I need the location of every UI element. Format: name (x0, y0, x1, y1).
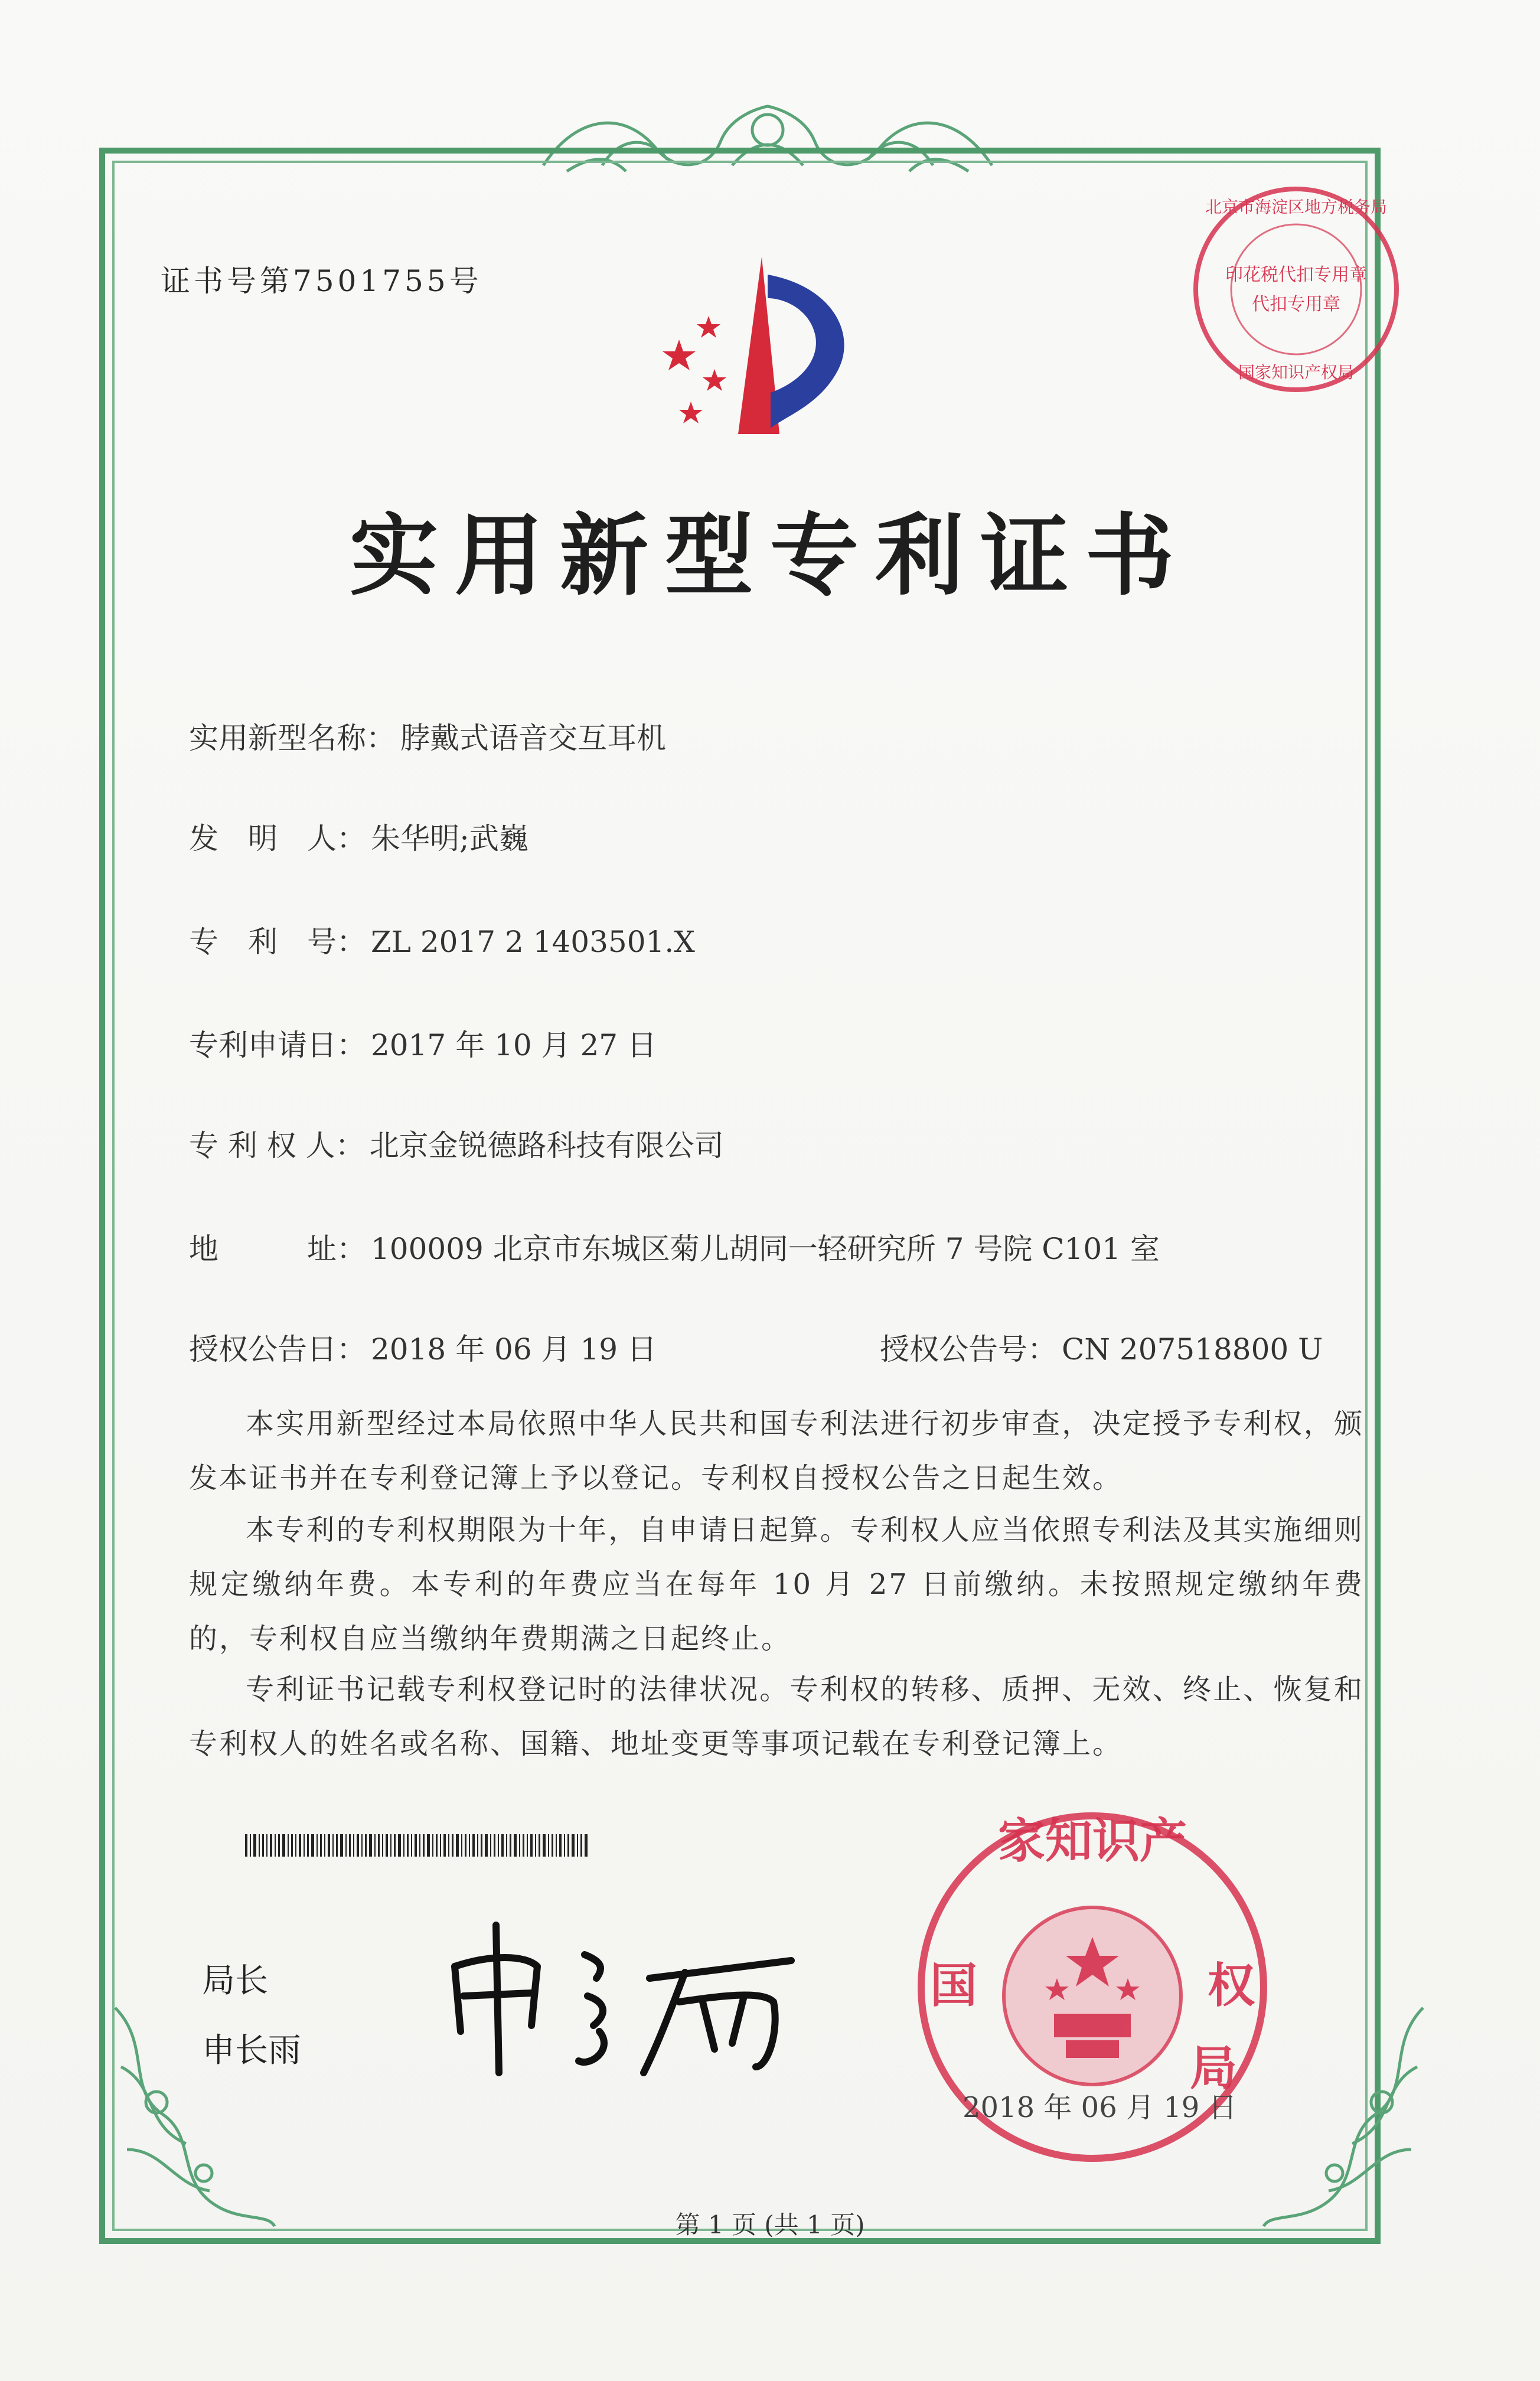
patent-number-value: ZL 2017 2 1403501.X (371, 925, 695, 959)
barcode (245, 1834, 588, 1857)
inventor-label: 发 明 人： (189, 821, 366, 856)
address-value: 100009 北京市东城区菊儿胡同一轻研究所 7 号院 C101 室 (371, 1232, 1160, 1266)
grant-number-label: 授权公告号： (880, 1332, 1057, 1366)
grant-date-row (189, 1326, 657, 1368)
director-signature (437, 1913, 803, 2090)
address-row (189, 1225, 1160, 1268)
page-indicator: 第 1 页 (共 1 页) (675, 2210, 865, 2239)
svg-text:权: 权 (1208, 1958, 1255, 2013)
svg-text:代扣专用章: 代扣专用章 (1252, 294, 1340, 315)
seal-date: 2018 年 06 月 19 日 (962, 2091, 1237, 2124)
grant-date-label: 授权公告日： (189, 1332, 366, 1366)
svg-text:局: 局 (1190, 2041, 1237, 2096)
paragraph-3: 专利证书记载专利权登记时的法律状况。专利权的转移、质押、无效、终止、恢复和专利权人的姓名或名称、国籍、地址变更等事项记载在专利登记簿上。 (189, 1673, 1364, 1760)
svg-text:家知识产: 家知识产 (998, 1814, 1187, 1868)
certificate-number: 证书号第7501755号 (161, 264, 482, 298)
patent-number-row (189, 918, 695, 961)
address-label: 地 址： (189, 1232, 366, 1266)
patent-owner-row (189, 1122, 724, 1165)
svg-text:北京市海淀区地方税务局: 北京市海淀区地方税务局 (1205, 197, 1388, 217)
page-title: 实用新型专利证书 (349, 504, 1190, 608)
utility-model-name-label: 实用新型名称： (189, 721, 396, 755)
patent-owner-label: 专 利 权 人： (189, 1128, 365, 1163)
svg-text:印花税代扣专用章: 印花税代扣专用章 (1225, 265, 1367, 285)
cnipa-emblem (644, 251, 880, 452)
grant-number-row (880, 1326, 1323, 1368)
tax-seal (1184, 177, 1408, 402)
inventor-row (189, 815, 528, 857)
inventor-value: 朱华明;武巍 (371, 821, 528, 856)
corner-ornament-right (1258, 1996, 1435, 2232)
paragraph-1: 本实用新型经过本局依照中华人民共和国专利法进行初步审查，决定授予专利权，颁发本证书并在专利登记簿上予以登记。专利权自授权公告之日起生效。 (189, 1407, 1364, 1495)
apply-date-label: 专利申请日： (189, 1028, 366, 1062)
grant-number-value: CN 207518800 U (1062, 1332, 1323, 1366)
director-title: 局长 (202, 1962, 268, 2000)
utility-model-name-row (189, 715, 666, 757)
svg-text:国家知识产权局: 国家知识产权局 (1238, 363, 1355, 382)
patent-number-label: 专 利 号： (189, 925, 366, 959)
paragraph-2: 本专利的专利权期限为十年，自申请日起算。专利权人应当依照专利法及其实施细则规定缴纳年费。本专利的年费应当在每年 10 月 27 日前缴纳。未按照规定缴纳年费的，专利权自应当缴纳年费期满之日起终止。 (189, 1514, 1364, 1655)
svg-text:国: 国 (930, 1958, 977, 2013)
apply-date-value: 2017 年 10 月 27 日 (371, 1028, 657, 1062)
patent-owner-value: 北京金锐德路科技有限公司 (369, 1128, 724, 1163)
grant-date-value: 2018 年 06 月 19 日 (371, 1332, 657, 1366)
apply-date-row (189, 1022, 657, 1064)
utility-model-name-value: 脖戴式语音交互耳机 (400, 721, 666, 755)
director-name: 申长雨 (202, 2031, 301, 2070)
